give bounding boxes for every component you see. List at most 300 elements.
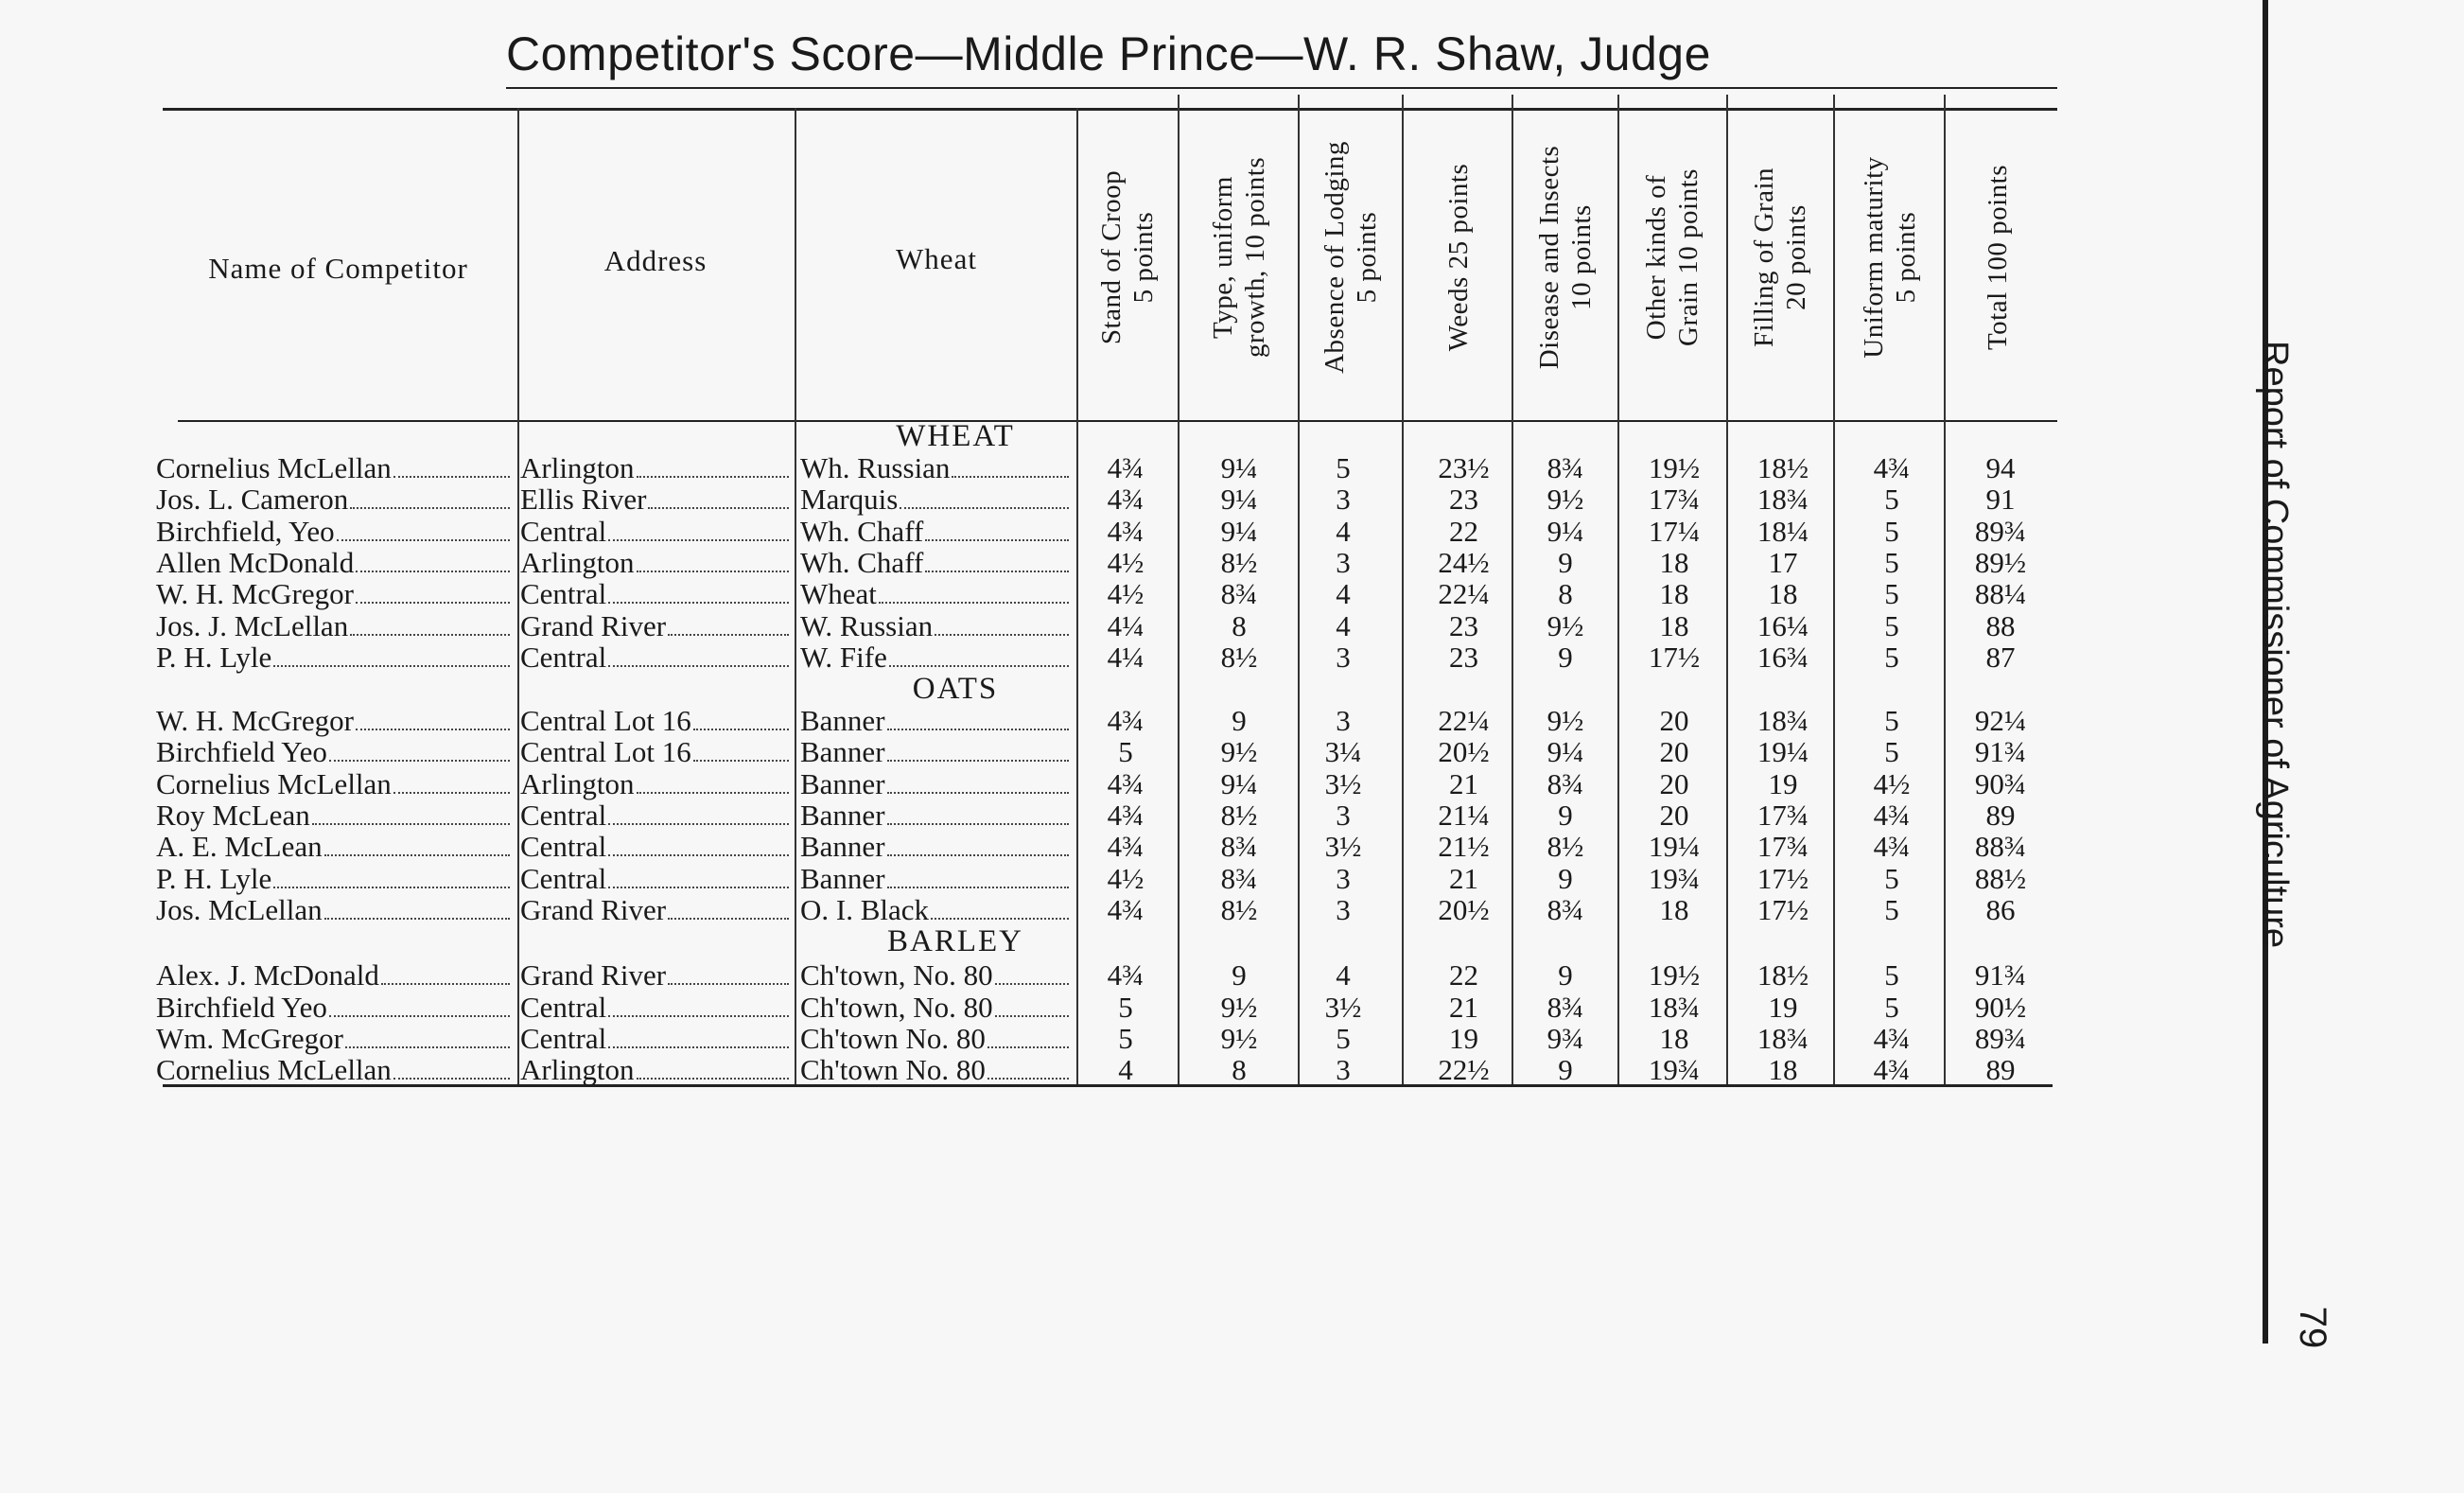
dot-leader xyxy=(887,760,1069,762)
cell-type: 9 xyxy=(1232,958,1247,992)
dot-leader xyxy=(345,1046,510,1048)
cell-text: W. Fife xyxy=(800,640,887,674)
cell-lodging: 4 xyxy=(1336,514,1351,548)
header-disease-line: Disease and Insects xyxy=(1534,145,1564,370)
cell-maturity: 5 xyxy=(1884,514,1899,548)
cell-lodging: 4 xyxy=(1336,608,1351,642)
cell-total: 89¾ xyxy=(1974,514,2027,548)
cell-lodging: 3 xyxy=(1336,483,1351,517)
dot-leader xyxy=(273,665,510,667)
cell-text: Ch'town No. 80 xyxy=(800,1053,986,1087)
header-address: Address xyxy=(603,244,708,277)
cell-text: Wh. Chaff xyxy=(800,545,924,579)
cell-stand: 4¾ xyxy=(1107,514,1145,548)
cell-weeds: 22¼ xyxy=(1438,577,1490,611)
cell-lodging: 3¼ xyxy=(1324,735,1362,769)
cell-text: Central xyxy=(520,861,607,895)
dot-leader xyxy=(879,602,1069,604)
cell-disease: 8½ xyxy=(1547,830,1584,864)
cell-text: Cornelius McLellan xyxy=(156,451,392,484)
header-lodging-line: Absence of Lodging xyxy=(1319,141,1350,374)
cell-name xyxy=(156,991,516,1025)
cell-name xyxy=(156,641,516,675)
cell-stand: 4¾ xyxy=(1107,766,1145,800)
cell-address xyxy=(520,767,795,801)
cell-disease: 9¾ xyxy=(1547,1021,1584,1055)
cell-stand: 4¾ xyxy=(1107,892,1145,926)
cell-address xyxy=(520,1053,795,1087)
header-stand xyxy=(1095,106,1160,409)
dot-leader xyxy=(995,1015,1069,1017)
dot-leader xyxy=(935,634,1069,636)
dot-leader xyxy=(887,887,1069,888)
cell-text: Grand River xyxy=(520,892,667,926)
cell-type: 9½ xyxy=(1220,990,1258,1024)
cell-text: Grand River xyxy=(520,608,667,642)
table-row xyxy=(0,641,2464,672)
cell-name xyxy=(156,704,516,738)
cell-weeds: 21 xyxy=(1449,861,1478,895)
header-weeds-line: Weeds 25 points xyxy=(1443,163,1474,352)
cell-other: 20 xyxy=(1659,704,1689,738)
table-row xyxy=(0,546,2464,577)
cell-variety xyxy=(800,546,1075,580)
cell-variety xyxy=(800,830,1075,864)
cell-weeds: 23 xyxy=(1449,640,1478,674)
cell-filling: 18¼ xyxy=(1756,514,1809,548)
dot-leader xyxy=(608,1046,789,1048)
cell-variety xyxy=(800,958,1075,992)
cell-filling: 17¾ xyxy=(1756,830,1809,864)
header-type xyxy=(1207,106,1271,409)
cell-maturity: 5 xyxy=(1884,577,1899,611)
cell-text: P. H. Lyle xyxy=(156,640,272,674)
header-lodging-line: 5 points xyxy=(1352,211,1382,304)
cell-stand: 4¾ xyxy=(1107,451,1145,484)
cell-address xyxy=(520,483,795,517)
page-number: 79 xyxy=(2292,1306,2334,1349)
cell-filling: 18¾ xyxy=(1756,483,1809,517)
table-row xyxy=(0,830,2464,864)
dot-leader xyxy=(693,760,789,762)
cell-name xyxy=(156,1022,516,1056)
cell-text: Central Lot 16 xyxy=(520,704,691,738)
cell-disease: 9 xyxy=(1558,640,1573,674)
table-row xyxy=(0,483,2464,517)
cell-text: Central xyxy=(520,514,607,548)
cell-disease: 8¾ xyxy=(1547,766,1584,800)
cell-name xyxy=(156,862,516,896)
cell-weeds: 24½ xyxy=(1438,545,1490,579)
cell-other: 20 xyxy=(1659,799,1689,832)
cell-total: 91¾ xyxy=(1974,958,2027,992)
table-row xyxy=(0,862,2464,893)
dot-leader xyxy=(693,729,789,730)
cell-total: 88 xyxy=(1985,608,2016,642)
cell-weeds: 22 xyxy=(1449,958,1478,992)
dot-leader xyxy=(952,476,1069,478)
dot-leader xyxy=(668,634,789,636)
cell-text: Banner xyxy=(800,766,885,800)
cell-type: 8¾ xyxy=(1220,861,1258,895)
cell-text: P. H. Lyle xyxy=(156,861,272,895)
dot-leader xyxy=(350,634,510,636)
cell-stand: 5 xyxy=(1118,735,1133,769)
table-row xyxy=(0,609,2464,641)
dot-leader xyxy=(637,476,789,478)
cell-type: 9 xyxy=(1232,704,1247,738)
header-wheat: Wheat xyxy=(896,242,977,275)
dot-leader xyxy=(350,507,510,509)
cell-text: W. H. McGregor xyxy=(156,577,354,611)
cell-weeds: 20½ xyxy=(1438,735,1490,769)
header-type-line: growth, 10 points xyxy=(1240,156,1270,359)
cell-text: Central xyxy=(520,830,607,864)
cell-maturity: 5 xyxy=(1884,861,1899,895)
cell-weeds: 22½ xyxy=(1438,1053,1490,1087)
cell-text: Banner xyxy=(800,799,885,832)
cell-other: 19¼ xyxy=(1648,830,1701,864)
cell-text: Banner xyxy=(800,735,885,769)
cell-lodging: 3 xyxy=(1336,704,1351,738)
cell-other: 18 xyxy=(1659,577,1689,611)
cell-lodging: 3½ xyxy=(1324,990,1362,1024)
cell-weeds: 21 xyxy=(1449,990,1478,1024)
cell-maturity: 5 xyxy=(1884,990,1899,1024)
cell-filling: 17 xyxy=(1768,545,1798,579)
cell-variety xyxy=(800,767,1075,801)
cell-text: W. H. McGregor xyxy=(156,704,354,738)
title-rule xyxy=(506,87,2057,89)
cell-variety xyxy=(800,577,1075,611)
cell-variety xyxy=(800,862,1075,896)
dot-leader xyxy=(889,665,1069,667)
section-label: WHEAT xyxy=(896,419,1015,453)
cell-total: 89 xyxy=(1985,1053,2016,1087)
cell-lodging: 3 xyxy=(1336,545,1351,579)
cell-disease: 9 xyxy=(1558,958,1573,992)
cell-type: 9½ xyxy=(1220,735,1258,769)
cell-type: 8 xyxy=(1232,608,1247,642)
cell-text: O. I. Black xyxy=(800,892,930,926)
cell-disease: 9 xyxy=(1558,861,1573,895)
cell-name xyxy=(156,451,516,485)
cell-text: Allen McDonald xyxy=(156,545,355,579)
cell-text: Birchfield Yeo xyxy=(156,735,327,769)
table-row xyxy=(0,577,2464,611)
cell-maturity: 4¾ xyxy=(1873,799,1911,832)
cell-disease: 9½ xyxy=(1547,483,1584,517)
cell-address xyxy=(520,515,795,549)
cell-stand: 4¾ xyxy=(1107,704,1145,738)
table-row xyxy=(0,958,2464,990)
cell-disease: 8¾ xyxy=(1547,892,1584,926)
cell-text: Central xyxy=(520,577,607,611)
section-label: BARLEY xyxy=(887,924,1023,959)
table-row xyxy=(0,1053,2464,1087)
cell-filling: 19 xyxy=(1768,766,1798,800)
cell-text: Ch'town, No. 80 xyxy=(800,990,993,1024)
header-lodging xyxy=(1319,106,1383,409)
cell-variety xyxy=(800,893,1075,927)
cell-filling: 18½ xyxy=(1756,451,1809,484)
cell-lodging: 3 xyxy=(1336,640,1351,674)
cell-other: 18 xyxy=(1659,545,1689,579)
cell-other: 17¼ xyxy=(1648,514,1701,548)
cell-disease: 9 xyxy=(1558,545,1573,579)
dot-leader xyxy=(637,1078,789,1080)
cell-type: 9¼ xyxy=(1220,766,1258,800)
cell-filling: 17¾ xyxy=(1756,799,1809,832)
cell-name xyxy=(156,609,516,643)
cell-filling: 18½ xyxy=(1756,958,1809,992)
cell-weeds: 23½ xyxy=(1438,451,1490,484)
cell-variety xyxy=(800,515,1075,549)
cell-filling: 19¼ xyxy=(1756,735,1809,769)
cell-type: 9¼ xyxy=(1220,483,1258,517)
dot-leader xyxy=(356,602,510,604)
dot-leader xyxy=(356,571,510,572)
cell-name xyxy=(156,893,516,927)
cell-maturity: 4¾ xyxy=(1873,830,1911,864)
cell-name xyxy=(156,799,516,833)
cell-total: 86 xyxy=(1985,892,2016,926)
cell-total: 91 xyxy=(1985,483,2016,517)
cell-address xyxy=(520,609,795,643)
cell-other: 18 xyxy=(1659,892,1689,926)
dot-leader xyxy=(668,983,789,985)
cell-other: 17½ xyxy=(1648,640,1701,674)
cell-total: 87 xyxy=(1985,640,2016,674)
cell-address xyxy=(520,704,795,738)
dot-leader xyxy=(608,602,789,604)
cell-total: 94 xyxy=(1985,451,2016,484)
header-total-line: Total 100 points xyxy=(1983,164,2013,351)
cell-text: Grand River xyxy=(520,958,667,992)
dot-leader xyxy=(887,823,1069,825)
header-name: Name of Competitor xyxy=(208,252,468,285)
cell-maturity: 5 xyxy=(1884,735,1899,769)
cell-text: Wheat xyxy=(800,577,877,611)
cell-text: Jos. L. Cameron xyxy=(156,483,349,517)
dot-leader xyxy=(356,729,510,730)
cell-weeds: 21¼ xyxy=(1438,799,1490,832)
cell-maturity: 5 xyxy=(1884,483,1899,517)
dot-leader xyxy=(887,729,1069,730)
cell-disease: 9 xyxy=(1558,1053,1573,1087)
cell-stand: 5 xyxy=(1118,990,1133,1024)
cell-lodging: 4 xyxy=(1336,577,1351,611)
dot-leader xyxy=(900,507,1069,509)
cell-filling: 18¾ xyxy=(1756,1021,1809,1055)
cell-variety xyxy=(800,641,1075,675)
cell-text: Ch'town, No. 80 xyxy=(800,958,993,992)
cell-total: 91¾ xyxy=(1974,735,2027,769)
cell-disease: 8¾ xyxy=(1547,451,1584,484)
cell-text: Marquis xyxy=(800,483,899,517)
cell-variety xyxy=(800,609,1075,643)
cell-text: Arlington xyxy=(520,451,635,484)
cell-text: Central xyxy=(520,640,607,674)
cell-maturity: 4¾ xyxy=(1873,1053,1911,1087)
cell-filling: 16¼ xyxy=(1756,608,1809,642)
dot-leader xyxy=(273,887,510,888)
cell-maturity: 5 xyxy=(1884,640,1899,674)
header-maturity-line: 5 points xyxy=(1891,211,1921,304)
cell-weeds: 20½ xyxy=(1438,892,1490,926)
header-weeds xyxy=(1442,106,1475,409)
cell-lodging: 3 xyxy=(1336,892,1351,926)
cell-name xyxy=(156,483,516,517)
cell-weeds: 21 xyxy=(1449,766,1478,800)
cell-address xyxy=(520,958,795,992)
dot-leader xyxy=(337,539,510,541)
header-type-line: Type, uniform xyxy=(1208,176,1238,339)
header-total xyxy=(1982,106,2014,409)
dot-leader xyxy=(393,476,510,478)
cell-address xyxy=(520,830,795,864)
cell-text: Wm. McGregor xyxy=(156,1021,343,1055)
cell-other: 19¾ xyxy=(1648,861,1701,895)
cell-maturity: 5 xyxy=(1884,958,1899,992)
table-row xyxy=(0,451,2464,483)
cell-filling: 17½ xyxy=(1756,892,1809,926)
cell-text: Banner xyxy=(800,861,885,895)
cell-address xyxy=(520,577,795,611)
cell-address xyxy=(520,735,795,769)
running-head: Report of Commissioner of Agriculture xyxy=(2255,341,2295,949)
cell-other: 20 xyxy=(1659,766,1689,800)
dot-leader xyxy=(393,792,510,794)
cell-total: 90½ xyxy=(1974,990,2027,1024)
cell-other: 18 xyxy=(1659,608,1689,642)
table-row xyxy=(0,515,2464,546)
cell-maturity: 5 xyxy=(1884,608,1899,642)
cell-text: Cornelius McLellan xyxy=(156,1053,392,1087)
cell-stand: 4¾ xyxy=(1107,799,1145,832)
dot-leader xyxy=(608,665,789,667)
cell-text: Arlington xyxy=(520,545,635,579)
dot-leader xyxy=(329,1015,510,1017)
cell-disease: 9½ xyxy=(1547,608,1584,642)
header-stand-line: Stand of Croop xyxy=(1096,169,1127,345)
cell-total: 89¾ xyxy=(1974,1021,2027,1055)
cell-weeds: 21½ xyxy=(1438,830,1490,864)
cell-text: Arlington xyxy=(520,766,635,800)
cell-name xyxy=(156,767,516,801)
dot-leader xyxy=(324,854,510,856)
cell-text: Central xyxy=(520,799,607,832)
cell-filling: 18 xyxy=(1768,1053,1798,1087)
cell-variety xyxy=(800,735,1075,769)
dot-leader xyxy=(648,507,789,509)
cell-type: 9½ xyxy=(1220,1021,1258,1055)
cell-weeds: 22 xyxy=(1449,514,1478,548)
cell-stand: 4½ xyxy=(1107,545,1145,579)
dot-leader xyxy=(608,1015,789,1017)
dot-leader xyxy=(324,918,510,920)
header-maturity xyxy=(1858,106,1922,409)
cell-weeds: 22¼ xyxy=(1438,704,1490,738)
cell-disease: 8 xyxy=(1558,577,1573,611)
cell-stand: 5 xyxy=(1118,1021,1133,1055)
cell-text: Roy McLean xyxy=(156,799,310,832)
cell-other: 19½ xyxy=(1648,451,1701,484)
cell-stand: 4¾ xyxy=(1107,830,1145,864)
cell-text: Central Lot 16 xyxy=(520,735,691,769)
cell-text: Wh. Russian xyxy=(800,451,951,484)
cell-total: 90¾ xyxy=(1974,766,2027,800)
cell-maturity: 4½ xyxy=(1873,766,1911,800)
cell-name xyxy=(156,735,516,769)
dot-leader xyxy=(887,792,1069,794)
cell-disease: 8¾ xyxy=(1547,990,1584,1024)
cell-variety xyxy=(800,991,1075,1025)
cell-text: Wh. Chaff xyxy=(800,514,924,548)
header-disease-line: 10 points xyxy=(1566,204,1597,310)
cell-lodging: 3½ xyxy=(1324,766,1362,800)
header-filling-line: 20 points xyxy=(1781,204,1811,310)
cell-filling: 17½ xyxy=(1756,861,1809,895)
cell-text: Ellis River xyxy=(520,483,647,517)
cell-stand: 4½ xyxy=(1107,861,1145,895)
cell-maturity: 5 xyxy=(1884,704,1899,738)
cell-maturity: 5 xyxy=(1884,545,1899,579)
cell-text: A. E. McLean xyxy=(156,830,323,864)
cell-text: Central xyxy=(520,1021,607,1055)
cell-name xyxy=(156,515,516,549)
cell-variety xyxy=(800,483,1075,517)
cell-other: 18 xyxy=(1659,1021,1689,1055)
dot-leader xyxy=(637,571,789,572)
cell-lodging: 3½ xyxy=(1324,830,1362,864)
table-row xyxy=(0,704,2464,738)
cell-total: 92¼ xyxy=(1974,704,2027,738)
cell-stand: 4¾ xyxy=(1107,483,1145,517)
cell-text: W. Russian xyxy=(800,608,934,642)
cell-disease: 9¼ xyxy=(1547,514,1584,548)
cell-address xyxy=(520,862,795,896)
cell-text: Jos. McLellan xyxy=(156,892,323,926)
cell-weeds: 23 xyxy=(1449,483,1478,517)
table-row xyxy=(0,991,2464,1022)
page-title: Competitor's Score—Middle Prince—W. R. Shaw, Judge xyxy=(506,27,1711,80)
cell-lodging: 3 xyxy=(1336,799,1351,832)
cell-weeds: 23 xyxy=(1449,608,1478,642)
cell-total: 88½ xyxy=(1974,861,2027,895)
dot-leader xyxy=(995,983,1069,985)
dot-leader xyxy=(925,571,1069,572)
cell-text: Central xyxy=(520,990,607,1024)
cell-disease: 9¼ xyxy=(1547,735,1584,769)
cell-name xyxy=(156,830,516,864)
cell-disease: 9 xyxy=(1558,799,1573,832)
dot-leader xyxy=(608,539,789,541)
cell-maturity: 4¾ xyxy=(1873,451,1911,484)
cell-stand: 4½ xyxy=(1107,577,1145,611)
cell-other: 17¾ xyxy=(1648,483,1701,517)
cell-name xyxy=(156,1053,516,1087)
cell-lodging: 4 xyxy=(1336,958,1351,992)
cell-lodging: 5 xyxy=(1336,1021,1351,1055)
cell-name xyxy=(156,958,516,992)
cell-filling: 19 xyxy=(1768,990,1798,1024)
cell-filling: 16¾ xyxy=(1756,640,1809,674)
cell-type: 8¾ xyxy=(1220,830,1258,864)
cell-address xyxy=(520,893,795,927)
cell-lodging: 5 xyxy=(1336,451,1351,484)
cell-maturity: 5 xyxy=(1884,892,1899,926)
